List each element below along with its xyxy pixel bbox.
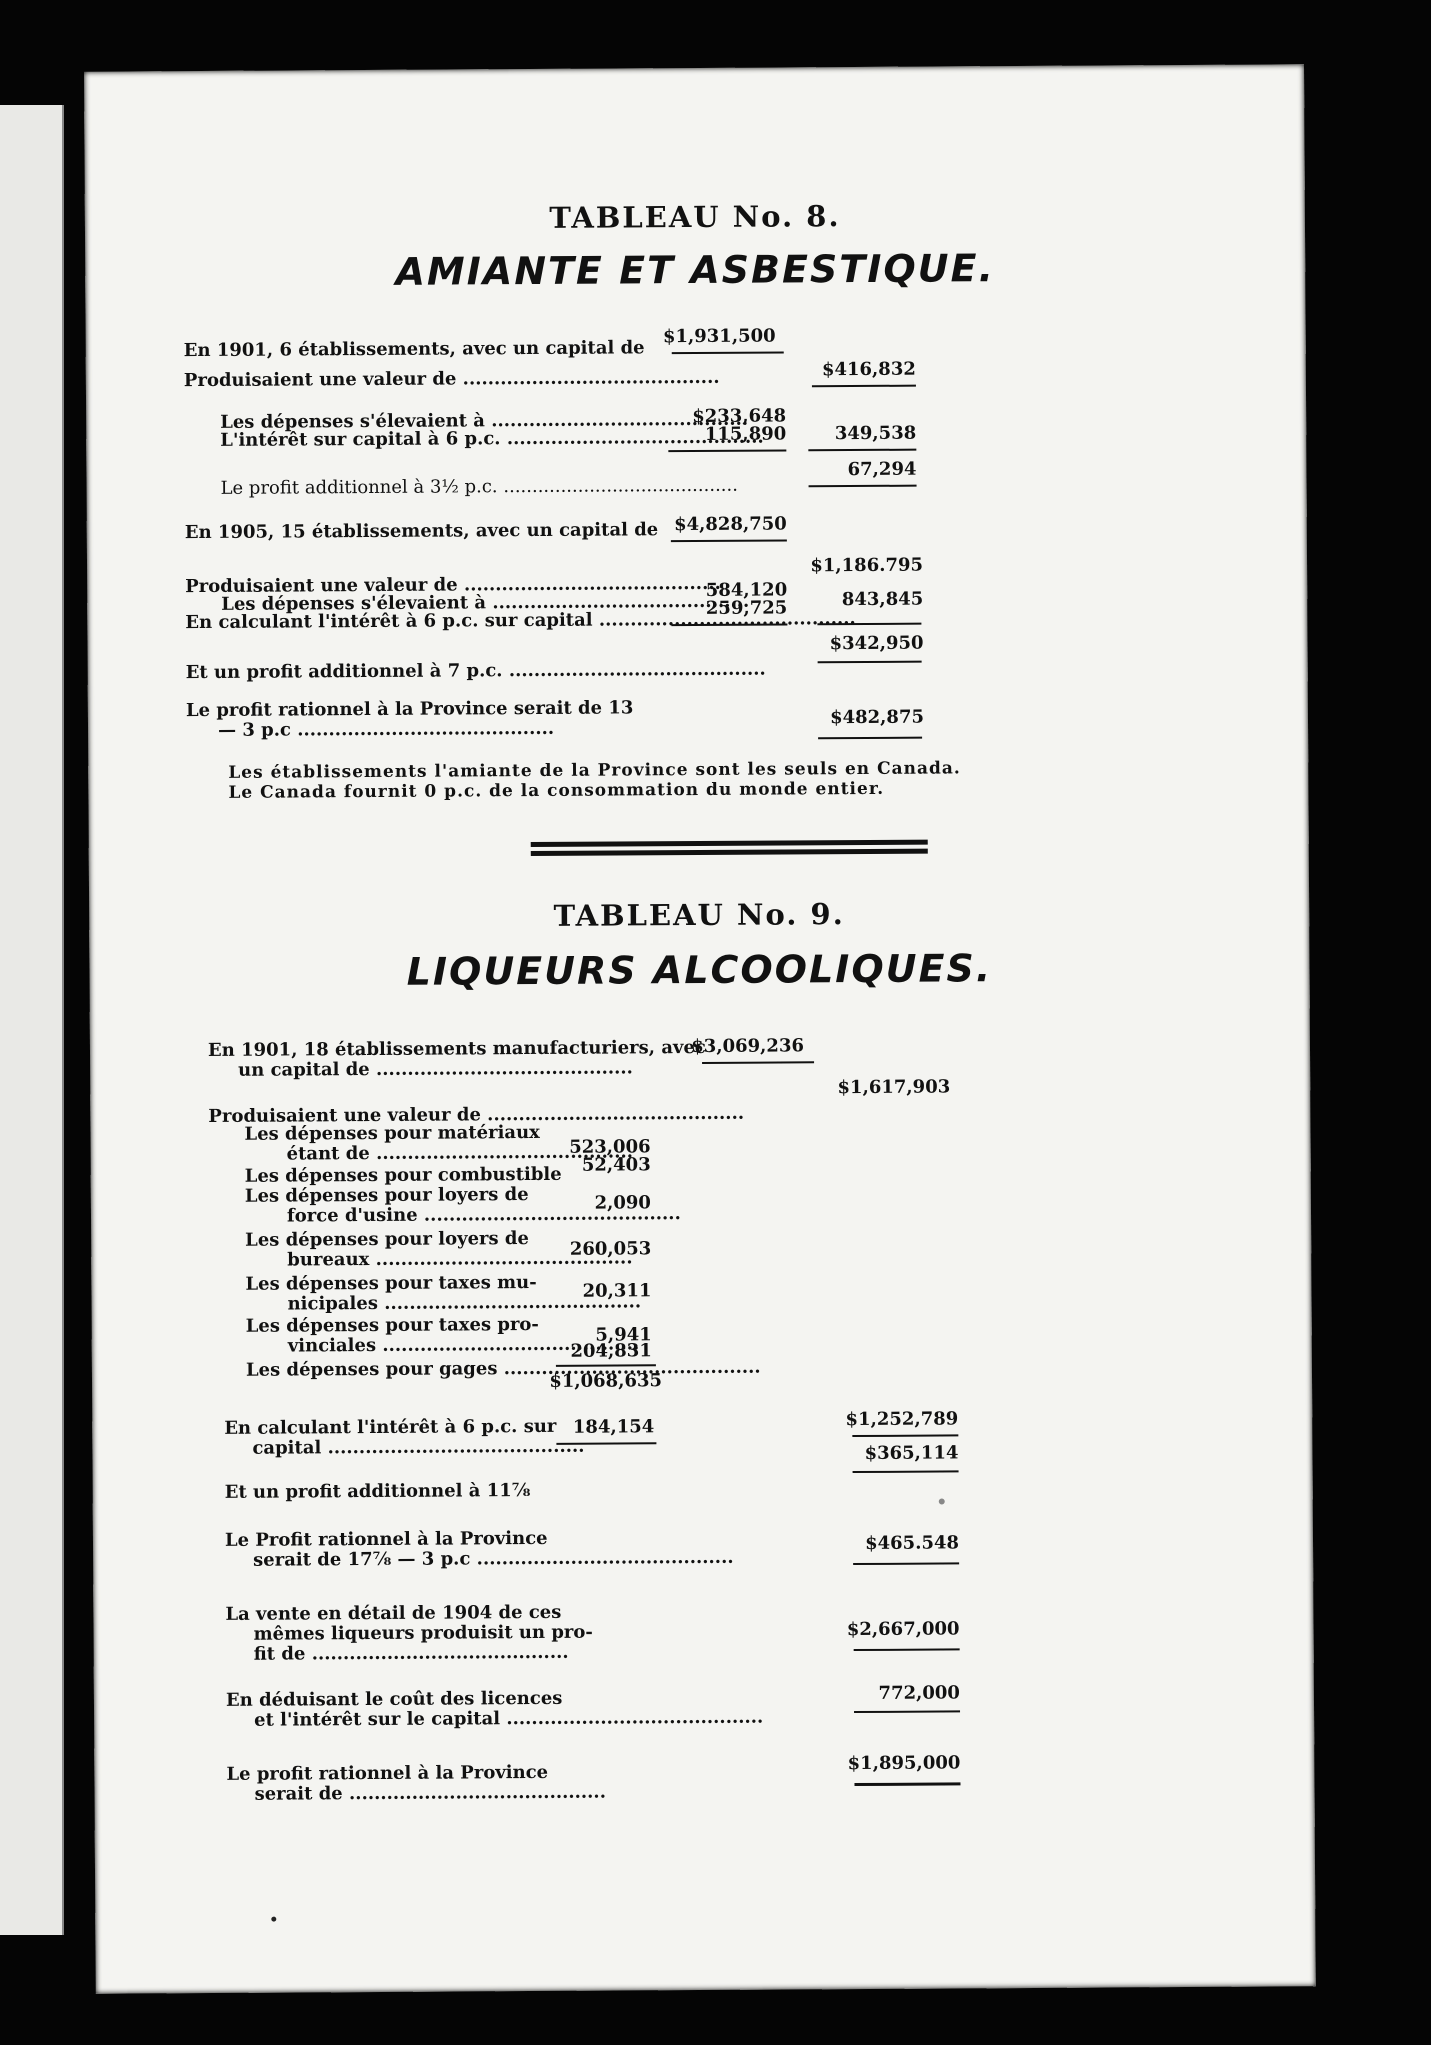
t8-note-1: Les établissements l'amiante de la Province sont les seuls en Canada. bbox=[228, 758, 961, 783]
table-8-title: AMIANTE ET ASBESTIQUE. bbox=[395, 246, 996, 294]
t8-row-4-mid: 115,890 bbox=[704, 423, 787, 445]
t9-row-4-label: Et un profit additionnel à 11⅞ bbox=[224, 1480, 531, 1503]
table-9-header: TABLEAU No. 9. bbox=[553, 897, 845, 933]
t8-row-3-label: Les dépenses s'élevaient à ..... bbox=[220, 410, 748, 433]
table-8-header: TABLEAU No. 8. bbox=[549, 199, 841, 235]
t9-row-5-right: $465.548 bbox=[865, 1532, 960, 1554]
t9-row-8-right: $1,895,000 bbox=[847, 1752, 961, 1775]
t8-row-8-mid: 584,120 bbox=[705, 579, 788, 601]
t9-exp-2-value: 52,403 bbox=[581, 1154, 651, 1176]
t9-exp-3-label-1: Les dépenses pour loyers de bbox=[244, 1184, 529, 1207]
t9-exp-4-value: 260,053 bbox=[569, 1238, 652, 1260]
t9-row-7-right: 772,000 bbox=[878, 1682, 960, 1704]
t9-exp-4-label-2: bureaux ..... bbox=[287, 1248, 632, 1270]
previous-page-edge bbox=[0, 105, 64, 1935]
t8-row-6-mid: $4,828,750 bbox=[673, 513, 787, 536]
t9-exp-6-label-1: Les dépenses pour taxes pro- bbox=[245, 1313, 539, 1337]
t9-row-3-right: $1,252,789 bbox=[845, 1408, 959, 1431]
rule bbox=[854, 1782, 960, 1786]
t8-row-1-mid: $1,931,500 bbox=[662, 325, 776, 348]
t9-row-7-label-2: et l'intérêt sur le capital ..... bbox=[254, 1708, 763, 1731]
rule bbox=[668, 449, 786, 452]
t8-row-2-label: Produisaient une valeur de ..... bbox=[184, 368, 720, 391]
t9-exp-3-value: 2,090 bbox=[594, 1192, 651, 1214]
t9-exp-1-value: 523,006 bbox=[569, 1136, 651, 1158]
rule bbox=[809, 485, 917, 488]
t9-row-6-label-1: La vente en détail de 1904 de ces bbox=[225, 1601, 562, 1625]
t9-subtotal: $1,068,635 bbox=[549, 1370, 663, 1392]
t9-exp-6-value: 5,941 bbox=[595, 1324, 652, 1346]
t8-row-6-label: En 1905, 15 établissements, avec un capital de bbox=[184, 519, 659, 544]
t9-row-1-mid: $3,069,236 bbox=[691, 1035, 805, 1058]
t9-row-1-label-2: un capital de ..... bbox=[238, 1058, 633, 1080]
t8-row-5-label: Le profit additionnel à 3½ p.c. ..... bbox=[221, 476, 738, 499]
paper-speck bbox=[271, 1917, 276, 1922]
rule bbox=[808, 449, 916, 452]
t8-row-9-label: En calculant l'intérêt à 6 p.c. sur capital ..... bbox=[185, 609, 856, 633]
t9-row-5-label-2: serait de 17⅞ — 3 p.c ..... bbox=[253, 1548, 734, 1571]
rule bbox=[817, 623, 921, 626]
t9-row-3-label-2: capital ..... bbox=[252, 1437, 584, 1459]
t8-row-9-mid: 259,725 bbox=[705, 597, 788, 619]
rule bbox=[853, 1470, 959, 1473]
rule bbox=[852, 1434, 958, 1437]
t8-row-1-label: En 1901, 6 établissements, avec un capital de bbox=[183, 337, 645, 362]
t9-row-6-label-2: mêmes liqueurs produisit un pro- bbox=[253, 1621, 593, 1645]
t9-exp-6-label-2: vinciales ..... bbox=[288, 1334, 640, 1356]
t9-row-6-right: $2,667,000 bbox=[846, 1618, 960, 1641]
rule bbox=[818, 737, 922, 740]
t8-row-11-label: Et un profit additionnel à 7 p.c. ..... bbox=[186, 660, 766, 684]
t9-row-7-label-1: En déduisant le coût des licences bbox=[225, 1687, 563, 1711]
t8-note-2: Le Canada fournit 0 p.c. de la consommation du monde entier. bbox=[228, 778, 885, 803]
t9-exp-3-label-2: force d'usine ..... bbox=[287, 1204, 681, 1226]
t9-row-3-value: 184,154 bbox=[572, 1416, 655, 1438]
rule bbox=[812, 385, 916, 388]
t9-row-3-label-1: En calculant l'intérêt à 6 p.c. sur bbox=[224, 1415, 557, 1439]
rule bbox=[854, 1710, 960, 1713]
rule bbox=[556, 1442, 656, 1445]
t8-row-12-label-2: — 3 p.c ..... bbox=[218, 719, 554, 741]
document-page bbox=[84, 64, 1316, 1993]
t9-exp-4-label-1: Les dépenses pour loyers de bbox=[245, 1228, 529, 1251]
section-divider bbox=[531, 840, 928, 856]
rule bbox=[854, 1648, 960, 1651]
t9-row-4-right: $365,114 bbox=[864, 1442, 959, 1464]
t9-row-2-label: Produisaient une valeur de ..... bbox=[208, 1104, 744, 1127]
t8-row-7-label: Produisaient une valeur de ..... bbox=[185, 574, 721, 597]
t9-exp-2-label: Les dépenses pour combustible bbox=[244, 1163, 562, 1187]
t9-exp-1-label-1: Les dépenses pour matériaux bbox=[244, 1121, 540, 1145]
t8-row-9-right: 843,845 bbox=[841, 588, 924, 611]
rule bbox=[702, 1061, 814, 1064]
t9-exp-5-label-1: Les dépenses pour taxes mu- bbox=[245, 1271, 537, 1295]
t8-row-3-mid: $233,648 bbox=[692, 405, 787, 428]
t8-row-7-right: $1,186.795 bbox=[810, 554, 924, 577]
t8-row-4-right: 349,538 bbox=[834, 422, 917, 445]
t8-row-5-right: 67,294 bbox=[847, 458, 917, 481]
t8-row-4-label: L'intérêt sur capital à 6 p.c. ..... bbox=[220, 428, 764, 451]
t9-exp-1-label-2: étant de ..... bbox=[287, 1142, 633, 1164]
rule bbox=[853, 1562, 959, 1565]
t9-row-5-label-1: Le Profit rationnel à la Province bbox=[224, 1527, 548, 1551]
t9-row-8-label-2: serait de ..... bbox=[254, 1783, 606, 1805]
rule bbox=[672, 351, 784, 354]
t8-row-10-right: $342,950 bbox=[829, 632, 924, 655]
table-9-title: LIQUEURS ALCOOLIQUES. bbox=[406, 946, 993, 994]
t9-row-8-label-1: Le profit rationnel à la Province bbox=[226, 1761, 549, 1785]
t9-exp-5-value: 20,311 bbox=[582, 1280, 652, 1302]
t8-row-12-label-1: Le profit rationnel à la Province serait de 13 bbox=[185, 697, 634, 722]
rule bbox=[818, 661, 922, 664]
t9-row-2-right: $1,617,903 bbox=[837, 1076, 951, 1099]
t8-row-12-right: $482,875 bbox=[829, 706, 925, 729]
rule bbox=[671, 539, 787, 542]
t8-row-8-label: Les dépenses s'élevaient à ..... bbox=[221, 592, 749, 615]
t9-exp-5-label-2: nicipales ..... bbox=[287, 1292, 641, 1314]
paper-speck bbox=[939, 1498, 945, 1504]
t9-row-6-label-3: fit de ..... bbox=[254, 1643, 569, 1665]
t9-exp-7-value: 204,831 bbox=[570, 1340, 652, 1362]
t8-row-2-right: $416,832 bbox=[821, 358, 916, 381]
t9-row-1-label-1: En 1901, 18 établissements manufacturiers, avec bbox=[207, 1036, 706, 1061]
t9-exp-7-label: Les dépenses pour gages ..... bbox=[246, 1358, 761, 1381]
